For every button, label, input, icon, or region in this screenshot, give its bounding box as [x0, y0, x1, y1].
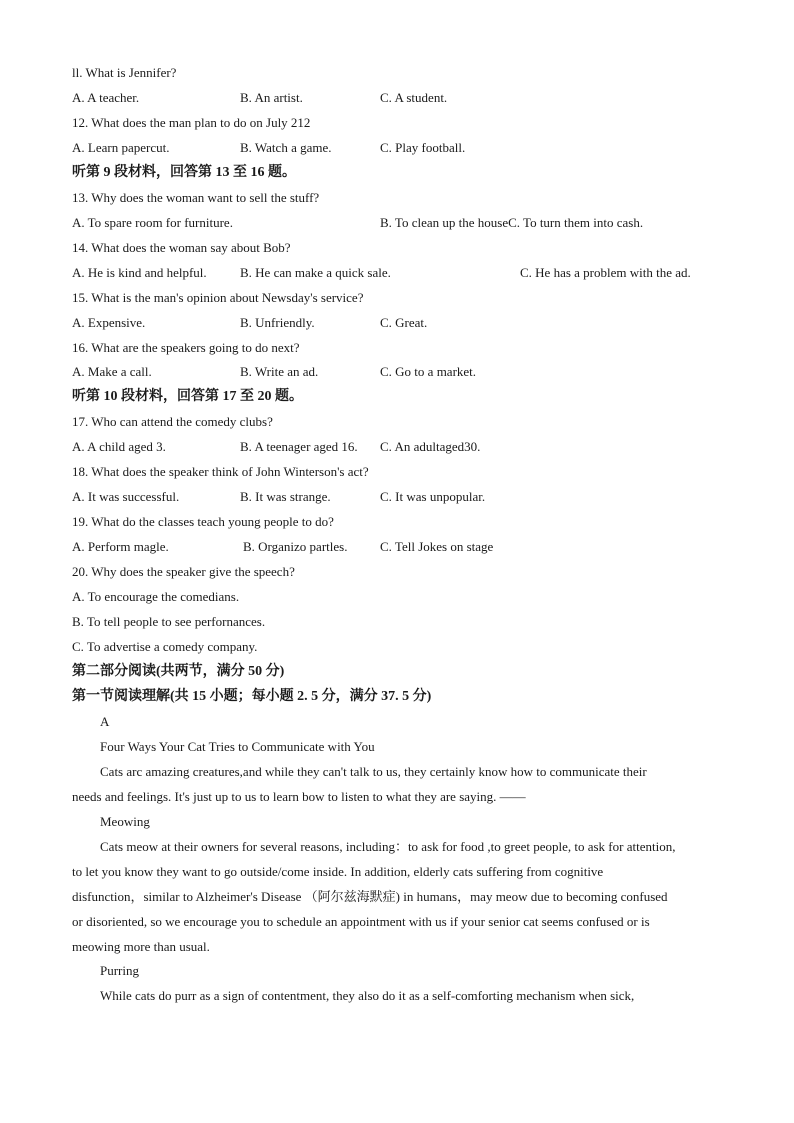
question-14-options	[0, 265, 794, 281]
option-b: B. An artist.	[240, 90, 303, 105]
option-c: C. An adultaged30.	[380, 439, 481, 454]
paragraph-line: Cats meow at their owners for several reasons, including：to ask for food ,to greet people, to ask for attention,	[100, 839, 676, 854]
option-a: A. Perform magle.	[72, 539, 169, 554]
option-a: A. A teacher.	[72, 90, 140, 105]
question-18-stem: 18. What does the speaker think of John Winterson's act?	[72, 464, 369, 479]
option-b: B. To tell people to see perfornances.	[72, 614, 266, 629]
question-15-stem: 15. What is the man's opinion about Newsday's service?	[72, 290, 364, 305]
option-c: C. Go to a market.	[380, 364, 477, 379]
option-a: A. To spare room for furniture.	[72, 215, 233, 230]
question-16-stem: 16. What are the speakers going to do next?	[72, 340, 300, 355]
option-b: B. It was strange.	[240, 489, 331, 504]
passage-title: Four Ways Your Cat Tries to Communicate with You	[100, 739, 375, 754]
section-heading: 第一节阅读理解(共 15 小题；每小题 2. 5 分，满分 37. 5 分)	[72, 689, 432, 704]
option-a: A. Learn papercut.	[72, 140, 170, 155]
option-bc: B. To clean up the houseC. To turn them into cash.	[380, 215, 644, 230]
option-a: A. To encourage the comedians.	[72, 589, 240, 604]
paragraph-line: or disoriented, so we encourage you to schedule an appointment with us if your senior cat seems confused or is	[72, 914, 650, 929]
question-11-stem: ll. What is Jennifer?	[72, 65, 177, 80]
option-c: C. It was unpopular.	[380, 489, 486, 504]
option-c: C. Great.	[380, 315, 428, 330]
option-b: B. Write an ad.	[240, 364, 319, 379]
option-c: C. He has a problem with the ad.	[520, 265, 691, 280]
paragraph-line: meowing more than usual.	[72, 939, 210, 954]
passage-letter: A	[100, 714, 110, 729]
option-b: B. He can make a quick sale.	[240, 265, 391, 280]
question-15-options	[0, 315, 794, 331]
subheading-purring: Purring	[100, 963, 139, 978]
question-19-options	[0, 539, 794, 555]
option-a: A. It was successful.	[72, 489, 180, 504]
question-17-stem: 17. Who can attend the comedy clubs?	[72, 414, 273, 429]
question-16-options	[0, 364, 794, 380]
paragraph-line: disfunction，similar to Alzheimer's Disease （阿尔兹海默症) in humans，may meow due to becoming confused	[72, 889, 668, 904]
option-c: C. To advertise a comedy company.	[72, 639, 258, 654]
paragraph-line: While cats do purr as a sign of contentment, they also do it as a self-comforting mechanism when sick,	[100, 988, 635, 1003]
question-14-stem: 14. What does the woman say about Bob?	[72, 240, 291, 255]
question-19-stem: 19. What do the classes teach young people to do?	[72, 514, 334, 529]
option-c: C. A student.	[380, 90, 448, 105]
option-a: A. He is kind and helpful.	[72, 265, 207, 280]
section-heading: 听第 10 段材料，回答第 17 至 20 题。	[72, 389, 303, 404]
paragraph-line: needs and feelings. It's just up to us to learn bow to listen to what they are saying. ——	[72, 789, 526, 804]
paragraph-line: to let you know they want to go outside/come inside. In addition, elderly cats suffering from cognitive	[72, 864, 604, 879]
option-b: B. A teenager aged 16.	[240, 439, 358, 454]
question-20-stem: 20. Why does the speaker give the speech?	[72, 564, 295, 579]
paragraph-line: Cats arc amazing creatures,and while they can't talk to us, they certainly know how to communicate their	[100, 764, 647, 779]
section-heading: 听第 9 段材料，回答第 13 至 16 题。	[72, 165, 296, 180]
option-b: B. Unfriendly.	[240, 315, 315, 330]
option-a: A. Expensive.	[72, 315, 146, 330]
option-c: C. Tell Jokes on stage	[380, 539, 494, 554]
question-12-stem: 12. What does the man plan to do on July 212	[72, 115, 311, 130]
question-13-options	[0, 215, 794, 231]
option-a: A. Make a call.	[72, 364, 152, 379]
question-11-options	[0, 90, 794, 106]
subheading-meowing: Meowing	[100, 814, 150, 829]
part-heading: 第二部分阅读(共两节，满分 50 分)	[72, 664, 285, 679]
option-a: A. A child aged 3.	[72, 439, 166, 454]
option-b: B. Watch a game.	[240, 140, 332, 155]
question-12-options	[0, 140, 794, 156]
question-18-options	[0, 489, 794, 505]
option-b: B. Organizo partles.	[243, 539, 348, 554]
question-17-options	[0, 439, 794, 455]
question-13-stem: 13. Why does the woman want to sell the stuff?	[72, 190, 320, 205]
option-c: C. Play football.	[380, 140, 466, 155]
